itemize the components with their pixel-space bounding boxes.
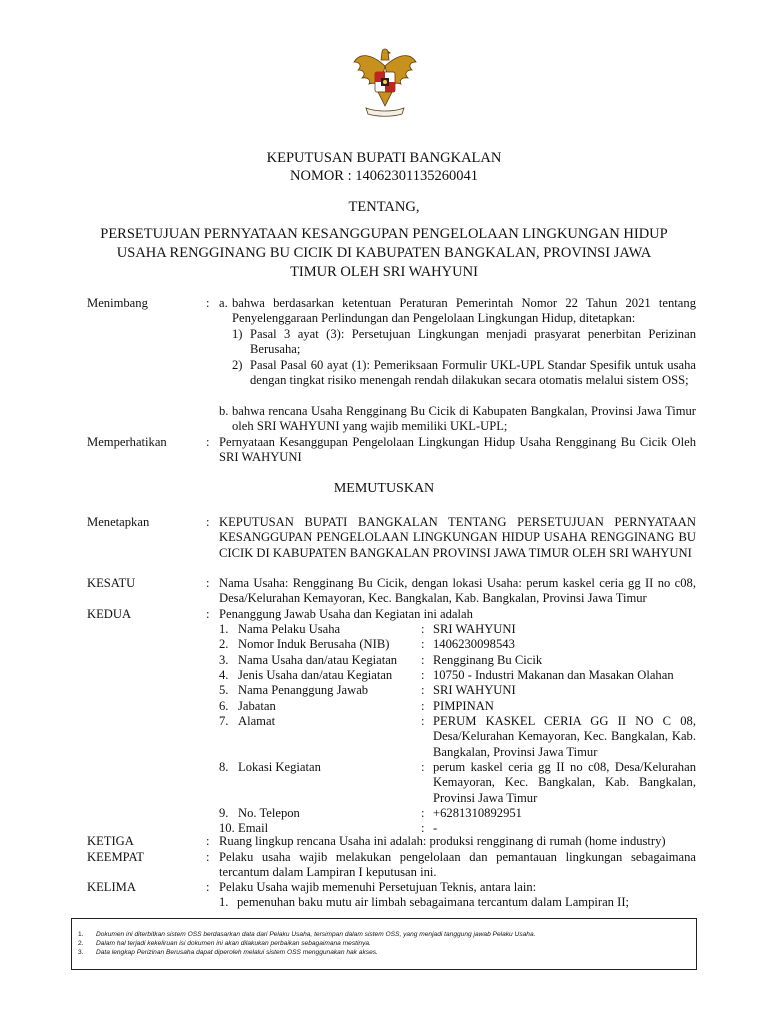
kedua-row-number: 5. [219, 683, 229, 697]
colon: : [421, 821, 425, 835]
colon: : [206, 296, 210, 310]
menetapkan-label: Menetapkan [87, 515, 150, 529]
menimbang-b-marker: b. [219, 404, 229, 418]
colon: : [421, 806, 425, 820]
colon: : [206, 880, 210, 894]
kedua-row-value: +6281310892951 [433, 806, 522, 820]
footnote [78, 939, 371, 948]
keempat-label: KEEMPAT [87, 850, 144, 864]
colon: : [421, 760, 425, 774]
kedua-row-number: 10. [219, 821, 235, 835]
kedua-row-number: 4. [219, 668, 229, 682]
kedua-label: KEDUA [87, 607, 132, 621]
colon: : [421, 653, 425, 667]
colon: : [206, 834, 210, 848]
footnote-number: 3. [78, 949, 84, 956]
kelima-text: Pelaku Usaha wajib memenuhi Persetujuan Teknis, antara lain: [219, 880, 537, 894]
document-number: NOMOR : 14062301135260041 [290, 168, 478, 184]
kedua-row-value: PIMPINAN [433, 699, 494, 713]
footnote-number: 2. [78, 940, 84, 947]
colon: : [206, 515, 210, 529]
footnote-text: Dokumen ini diterbitkan sistem OSS berdasarkan data dari Pelaku Usaha, tersimpan dalam sistem OSS, yang menjadi tanggung jawab Pelaku Usaha. [96, 931, 536, 938]
kedua-row-number: 8. [219, 760, 229, 774]
kedua-row-field: Nama Penanggung Jawab [238, 683, 369, 697]
menimbang-a-marker: a. [219, 296, 228, 310]
footnote-text: Data lengkap Perizinan Berusaha dapat diperoleh melalui sistem OSS menggunakan hak akses. [96, 949, 378, 956]
subject-line-2: USAHA RENGGINANG BU CICIK DI KABUPATEN BANGKALAN, PROVINSI JAWA [116, 245, 652, 261]
document-title: KEPUTUSAN BUPATI BANGKALAN [266, 150, 502, 166]
subject-line-1: PERSETUJUAN PERNYATAAN KESANGGUPAN PENGELOLAAN LINGKUNGAN HIDUP [100, 226, 668, 242]
menimbang-a-text: bahwa berdasarkan ketentuan Peraturan Pemerintah Nomor 22 Tahun 2021 tentang Penyelenggaraan Perlindungan dan Pengelolaan Lingkungan Hidup, ditetapkan: [232, 296, 696, 326]
kedua-row-field: Nama Pelaku Usaha [238, 622, 341, 636]
kedua-row-value: 1406230098543 [433, 637, 515, 651]
memperhatikan-label: Memperhatikan [87, 435, 167, 449]
footnote-number: 1. [78, 931, 84, 938]
kedua-row-field: Jabatan [238, 699, 276, 713]
kelima-item-text: pemenuhan baku mutu air limbah sebagaimana tercantum dalam Lampiran II; [237, 895, 630, 909]
kedua-intro: Penanggung Jawab Usaha dan Kegiatan ini adalah [219, 607, 473, 621]
garuda-pancasila-emblem [352, 46, 418, 122]
kedua-row-field: Jenis Usaha dan/atau Kegiatan [238, 668, 393, 682]
colon: : [206, 850, 210, 864]
footnote-text: Dalam hal terjadi kekeliruan isi dokumen ini akan dilakukan perbaikan sebagaimana mestinya. [96, 940, 371, 947]
kesatu-text: Nama Usaha: Rengginang Bu Cicik, dengan lokasi Usaha: perum kaskel ceria gg II no c08, Desa/Kelurahan Kemayoran, Kec. Bangkalan, Kab. Bangkalan, Provinsi Jawa Timur [219, 576, 696, 606]
footnote-box [71, 918, 697, 970]
colon: : [206, 435, 210, 449]
menimbang-point-2-marker: 2) [232, 358, 243, 372]
ketiga-label: KETIGA [87, 834, 134, 848]
kedua-row-number: 1. [219, 622, 229, 636]
keempat-text: Pelaku usaha wajib melakukan pengelolaan dan pemantauan lingkungan sebagaimana tercantum dalam Lampiran I keputusan ini. [219, 850, 696, 880]
kedua-row-number: 6. [219, 699, 229, 713]
colon: : [206, 576, 210, 590]
kedua-row-number: 9. [219, 806, 229, 820]
menimbang-label: Menimbang [87, 296, 148, 310]
kedua-row-field: Lokasi Kegiatan [238, 760, 321, 774]
menimbang-point-2-text: Pasal Pasal 60 ayat (1): Pemeriksaan Formulir UKL-UPL Standar Spesifik untuk usaha dengan tingkat risiko menengah rendah dilakukan secara otomatis melalui sistem OSS; [250, 358, 696, 388]
kedua-row-value: 10750 - Industri Makanan dan Masakan Olahan [433, 668, 674, 682]
ketiga-text: Ruang lingkup rencana Usaha ini adalah: produksi rengginang di rumah (home industry) [219, 834, 666, 848]
kedua-row-field: Nama Usaha dan/atau Kegiatan [238, 653, 398, 667]
colon: : [421, 699, 425, 713]
colon: : [421, 714, 425, 728]
memutuskan-heading: MEMUTUSKAN [333, 481, 435, 496]
kedua-row-number: 2. [219, 637, 229, 651]
kedua-row-value: PERUM KASKEL CERIA GG II NO C 08, Desa/Kelurahan Kemayoran, Kec. Bangkalan, Kab. Bangkalan, Provinsi Jawa Timur [433, 714, 696, 759]
kedua-row-value: - [433, 821, 438, 835]
tentang-heading: TENTANG, [348, 199, 420, 215]
kedua-row-field: Alamat [238, 714, 276, 728]
kedua-row-number: 7. [219, 714, 229, 728]
menimbang-point-1-text: Pasal 3 ayat (3): Persetujuan Lingkungan menjadi prasyarat penerbitan Perizinan Berusaha; [250, 327, 696, 357]
menetapkan-text: KEPUTUSAN BUPATI BANGKALAN TENTANG PERSETUJUAN PERNYATAAN KESANGGUPAN PENGELOLAAN LINGKUNGAN HIDUP USAHA RENGGINANG BU CICIK DI KABUPATEN BANGKALAN PROVINSI JAWA TIMUR OLEH SRI WAHYUNI [219, 515, 696, 560]
kedua-row-field: Nomor Induk Berusaha (NIB) [238, 637, 390, 651]
colon: : [421, 622, 425, 636]
kedua-row-value: perum kaskel ceria gg II no c08, Desa/Kelurahan Kemayoran, Kec. Bangkalan, Kab. Bangkalan, Provinsi Jawa Timur [433, 760, 696, 805]
subject-line-3: TIMUR OLEH SRI WAHYUNI [290, 264, 478, 280]
footnote [78, 948, 378, 957]
footnote [78, 930, 535, 939]
colon: : [421, 683, 425, 697]
kedua-row-value: SRI WAHYUNI [433, 683, 516, 697]
kedua-row-value: SRI WAHYUNI [433, 622, 516, 636]
menimbang-point-1-marker: 1) [232, 327, 243, 341]
colon: : [421, 668, 425, 682]
memperhatikan-text: Pernyataan Kesanggupan Pengelolaan Lingkungan Hidup Usaha Rengginang Bu Cicik Oleh SRI WAHYUNI [219, 435, 696, 465]
colon: : [421, 637, 425, 651]
kedua-row-field: No. Telepon [238, 806, 300, 820]
kedua-row-number: 3. [219, 653, 229, 667]
colon: : [206, 607, 210, 621]
kelima-item-marker: 1. [219, 895, 229, 909]
kesatu-label: KESATU [87, 576, 136, 590]
kelima-label: KELIMA [87, 880, 136, 894]
kedua-row-value: Rengginang Bu Cicik [433, 653, 543, 667]
kedua-row-field: Email [238, 821, 269, 835]
menimbang-b-text: bahwa rencana Usaha Rengginang Bu Cicik di Kabupaten Bangkalan, Provinsi Jawa Timur oleh SRI WAHYUNI yang wajib memiliki UKL-UPL; [232, 404, 696, 434]
